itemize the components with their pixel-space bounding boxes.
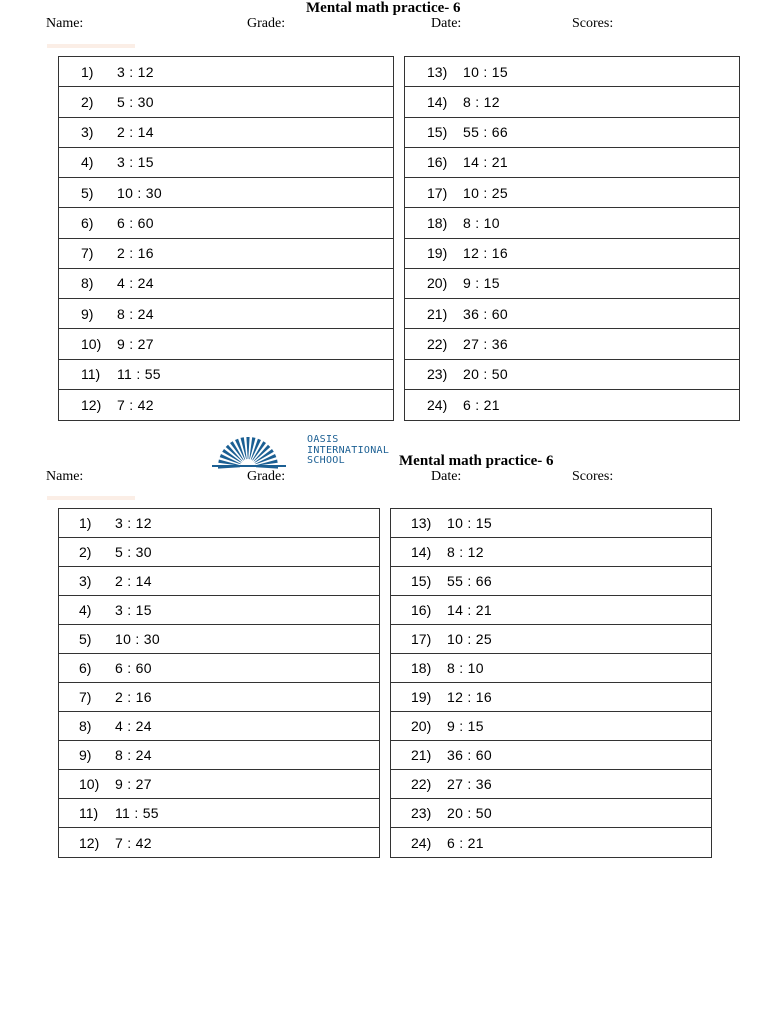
problem-number: 17)	[411, 631, 432, 647]
problem-row	[59, 118, 393, 148]
problem-ratio: 36 : 60	[463, 305, 508, 322]
problem-number: 8)	[79, 718, 92, 734]
problem-ratio: 3 : 12	[117, 63, 154, 80]
name-label-2: Name:	[46, 469, 84, 484]
problem-ratio: 8 : 12	[447, 544, 484, 560]
problem-number: 23)	[411, 805, 432, 821]
problem-ratio: 8 : 24	[115, 747, 152, 763]
problem-number: 14)	[427, 93, 448, 110]
problem-row	[405, 148, 739, 178]
problem-ratio: 4 : 24	[115, 718, 152, 734]
worksheet-title: Mental math practice- 6	[306, 0, 461, 16]
problem-row	[391, 828, 711, 857]
problem-ratio: 8 : 10	[463, 214, 500, 231]
problem-ratio: 9 : 27	[117, 335, 154, 352]
problem-number: 10)	[79, 776, 100, 792]
problem-number: 4)	[81, 154, 94, 171]
problem-number: 19)	[427, 245, 448, 262]
problem-row	[59, 87, 393, 117]
grade-label-2: Grade:	[247, 469, 286, 484]
problem-number: 22)	[411, 776, 432, 792]
problem-ratio: 3 : 15	[115, 602, 152, 618]
problem-ratio: 20 : 50	[447, 805, 492, 821]
problem-ratio: 10 : 25	[447, 631, 492, 647]
name-label: Name:	[46, 16, 84, 31]
problem-row	[405, 57, 739, 87]
problem-row	[59, 683, 379, 712]
problem-row	[59, 390, 393, 420]
problem-row	[405, 390, 739, 420]
problem-row	[59, 770, 379, 799]
problem-ratio: 2 : 14	[115, 573, 152, 589]
problem-number: 13)	[427, 63, 448, 80]
problem-number: 18)	[427, 214, 448, 231]
problem-ratio: 7 : 42	[117, 396, 154, 413]
problem-ratio: 6 : 60	[115, 660, 152, 676]
problem-ratio: 6 : 60	[117, 214, 154, 231]
problem-row	[405, 87, 739, 117]
problem-row	[59, 269, 393, 299]
problem-number: 24)	[427, 396, 448, 413]
problem-ratio: 10 : 30	[117, 184, 162, 201]
problem-number: 12)	[79, 834, 100, 851]
problem-row	[405, 239, 739, 269]
problem-ratio: 5 : 30	[117, 93, 154, 110]
worksheet-title-2: Mental math practice- 6	[399, 453, 554, 469]
problem-row	[391, 654, 711, 683]
problem-ratio: 6 : 21	[463, 396, 500, 413]
problem-row	[59, 360, 393, 390]
problem-ratio: 11 : 55	[115, 805, 159, 821]
highlight-strip-2	[47, 496, 135, 500]
problem-ratio: 8 : 24	[117, 305, 154, 322]
problem-number: 17)	[427, 184, 448, 201]
problem-ratio: 8 : 12	[463, 93, 500, 110]
problem-ratio: 12 : 16	[463, 245, 508, 262]
problem-row	[59, 148, 393, 178]
problem-number: 12)	[81, 396, 102, 413]
problem-row	[405, 208, 739, 238]
problem-row	[59, 741, 379, 770]
problem-row	[391, 741, 711, 770]
problem-row	[59, 178, 393, 208]
problem-row	[59, 799, 379, 828]
problem-ratio: 20 : 50	[463, 366, 508, 383]
problem-row	[59, 625, 379, 654]
problem-table-left-2	[58, 508, 380, 858]
problem-ratio: 36 : 60	[447, 747, 492, 763]
logo-line-international: INTERNATIONAL	[307, 444, 390, 456]
date-label-2: Date:	[431, 469, 462, 484]
problem-number: 11)	[79, 805, 99, 821]
problem-ratio: 4 : 24	[117, 275, 154, 292]
problem-number: 23)	[427, 366, 448, 383]
problem-row	[405, 299, 739, 329]
problem-row	[59, 596, 379, 625]
problem-ratio: 8 : 10	[447, 660, 484, 676]
problem-ratio: 9 : 15	[447, 718, 484, 734]
problem-ratio: 10 : 30	[115, 631, 160, 647]
problem-number: 9)	[81, 305, 94, 322]
problem-ratio: 10 : 25	[463, 184, 508, 201]
problem-ratio: 12 : 16	[447, 689, 492, 705]
problem-number: 22)	[427, 335, 448, 352]
problem-ratio: 27 : 36	[447, 776, 492, 792]
problem-table-right-2	[390, 508, 712, 858]
problem-number: 15)	[427, 124, 448, 141]
date-label: Date:	[431, 16, 462, 31]
problem-row	[405, 360, 739, 390]
problem-ratio: 5 : 30	[115, 544, 152, 560]
grade-label: Grade:	[247, 16, 286, 31]
problem-row	[391, 538, 711, 567]
problem-number: 4)	[79, 602, 92, 618]
problem-number: 16)	[411, 602, 432, 618]
problem-row	[391, 625, 711, 654]
problem-number: 5)	[79, 631, 92, 647]
logo-text	[307, 435, 389, 467]
problem-ratio: 2 : 14	[117, 124, 154, 141]
problem-table-left	[58, 56, 394, 421]
problem-number: 20)	[411, 718, 432, 734]
problem-row	[59, 509, 379, 538]
problem-number: 8)	[81, 275, 94, 292]
problem-number: 20)	[427, 275, 448, 292]
scores-label: Scores:	[572, 16, 614, 31]
problem-row	[59, 828, 379, 857]
problem-ratio: 9 : 15	[463, 275, 500, 292]
problem-number: 6)	[81, 214, 94, 231]
problem-row	[391, 596, 711, 625]
problem-ratio: 10 : 15	[447, 515, 492, 531]
problem-number: 10)	[81, 335, 102, 352]
highlight-strip	[47, 44, 135, 48]
problem-number: 11)	[81, 366, 101, 383]
problem-row	[59, 57, 393, 87]
problem-ratio: 55 : 66	[463, 124, 508, 141]
problem-ratio: 3 : 15	[117, 154, 154, 171]
problem-number: 15)	[411, 573, 432, 589]
logo-line-school: SCHOOL	[307, 455, 345, 466]
problem-ratio: 2 : 16	[117, 245, 154, 262]
problem-ratio: 55 : 66	[447, 573, 492, 589]
school-logo	[210, 433, 400, 469]
problem-row	[405, 269, 739, 299]
problem-ratio: 9 : 27	[115, 776, 152, 792]
problem-number: 7)	[81, 245, 94, 262]
problem-number: 2)	[79, 544, 92, 560]
problem-row	[391, 509, 711, 538]
problem-row	[59, 299, 393, 329]
problem-ratio: 10 : 15	[463, 63, 508, 80]
problem-number: 19)	[411, 689, 432, 705]
logo-line-oasis: OASIS	[307, 434, 339, 445]
problem-row	[59, 654, 379, 683]
problem-table-right	[404, 56, 740, 421]
problem-number: 3)	[79, 573, 92, 589]
problem-row	[391, 770, 711, 799]
problem-row	[59, 712, 379, 741]
problem-row	[59, 567, 379, 596]
problem-number: 1)	[81, 63, 94, 80]
sunburst-logo-icon	[210, 433, 302, 469]
problem-number: 5)	[81, 184, 94, 201]
problem-row	[391, 683, 711, 712]
problem-row	[405, 118, 739, 148]
problem-number: 14)	[411, 544, 432, 560]
problem-row	[391, 567, 711, 596]
problem-row	[59, 538, 379, 567]
problem-number: 7)	[79, 689, 92, 705]
problem-number: 21)	[411, 747, 432, 763]
problem-row	[59, 329, 393, 359]
problem-ratio: 14 : 21	[463, 154, 508, 171]
problem-row	[59, 208, 393, 238]
problem-row	[405, 329, 739, 359]
problem-number: 24)	[411, 834, 432, 851]
problem-row	[59, 239, 393, 269]
problem-ratio: 6 : 21	[447, 834, 484, 851]
problem-number: 21)	[427, 305, 448, 322]
problem-number: 1)	[79, 515, 92, 531]
problem-row	[391, 712, 711, 741]
problem-row	[391, 799, 711, 828]
problem-ratio: 3 : 12	[115, 515, 152, 531]
problem-number: 2)	[81, 93, 94, 110]
problem-ratio: 11 : 55	[117, 366, 161, 383]
problem-ratio: 14 : 21	[447, 602, 492, 618]
problem-number: 18)	[411, 660, 432, 676]
scores-label-2: Scores:	[572, 469, 614, 484]
problem-number: 6)	[79, 660, 92, 676]
problem-number: 9)	[79, 747, 92, 763]
problem-ratio: 7 : 42	[115, 834, 152, 851]
problem-number: 16)	[427, 154, 448, 171]
problem-row	[405, 178, 739, 208]
problem-ratio: 27 : 36	[463, 335, 508, 352]
problem-ratio: 2 : 16	[115, 689, 152, 705]
problem-number: 3)	[81, 124, 94, 141]
problem-number: 13)	[411, 515, 432, 531]
